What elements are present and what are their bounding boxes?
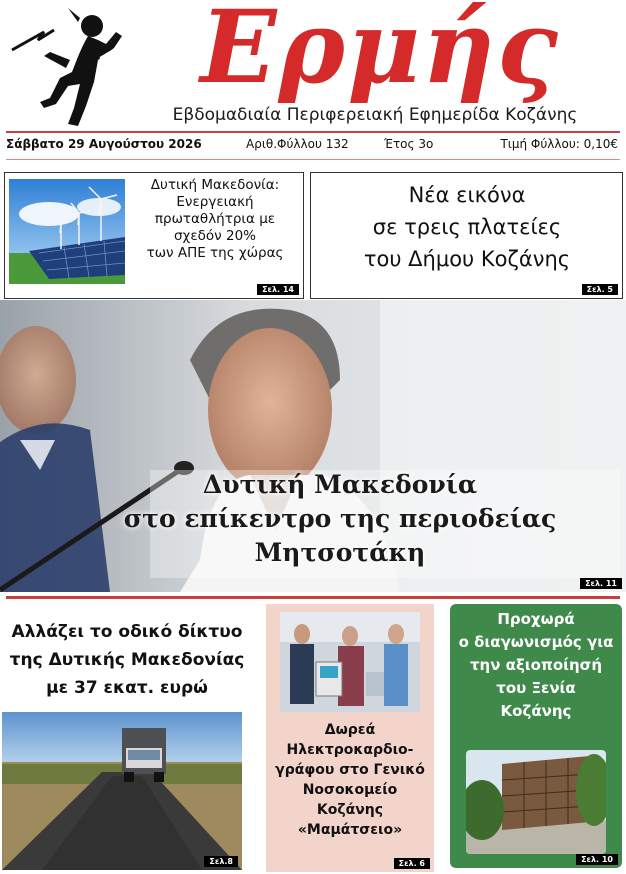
issue-info-bar xyxy=(0,137,626,157)
issue-price: Τιμή Φύλλου: 0,10€ xyxy=(500,137,618,151)
story-roads[interactable] xyxy=(2,712,242,870)
hospital-donation-photo xyxy=(280,612,420,712)
page-ref: Σελ. 6 xyxy=(394,858,430,869)
issue-number: Αριθ.Φύλλου 132 xyxy=(246,137,349,151)
story-energy[interactable] xyxy=(4,172,304,299)
page-ref: Σελ. 5 xyxy=(582,284,618,295)
story-squares-headline: Νέα εικόνα σε τρεις πλατείες του Δήμου Κοζάνης xyxy=(363,183,571,271)
story-xenia-headline: Προχωρά ο διαγωνισμός για την αξιοποίησή του Ξενία Κοζάνης xyxy=(458,610,614,720)
page-ref: Σελ.8 xyxy=(204,856,238,867)
masthead xyxy=(0,0,626,135)
story-hospital-headline: Δωρεά Ηλεκτροκαρδιο- γράφου στο Γενικό Νοσοκομείο Κοζάνης «Μαμάτσειο» xyxy=(275,722,425,838)
divider xyxy=(6,596,620,599)
story-hospital[interactable] xyxy=(266,604,434,872)
page-ref: Σελ. 10 xyxy=(576,854,618,865)
story-energy-headline: Δυτική Μακεδονία: Ενεργειακή πρωταθλήτρια με σχεδόν 20% των ΑΠΕ της χώρας xyxy=(146,177,284,261)
story-xenia[interactable] xyxy=(450,604,622,868)
divider xyxy=(6,131,620,133)
issue-year: Έτος 3ο xyxy=(384,137,434,151)
hermes-runner-logo-icon xyxy=(10,0,130,130)
story-squares[interactable] xyxy=(310,172,623,299)
newspaper-subtitle: Εβδομαδιαία Περιφερειακή Εφημερίδα Κοζάνης xyxy=(172,105,578,125)
road-truck-photo xyxy=(2,712,242,870)
story-main[interactable] xyxy=(0,300,626,592)
story-main-headline: Δυτική Μακεδονία στο επίκεντρο της περιοδείας Μητσοτάκη xyxy=(123,470,557,567)
page-ref: Σελ. 11 xyxy=(580,578,622,589)
page-ref: Σελ. 14 xyxy=(257,284,299,295)
story-roads-headline[interactable]: Αλλάζει το οδικό δίκτυο της Δυτικής Μακεδονίας με 37 εκατ. ευρώ xyxy=(9,622,245,698)
divider xyxy=(6,159,620,160)
xenia-hotel-photo xyxy=(466,750,606,854)
wind-solar-photo xyxy=(9,179,125,284)
issue-date: Σάββατο 29 Αυγούστου 2026 xyxy=(6,137,202,151)
newspaper-title: Ερμής xyxy=(200,0,560,106)
